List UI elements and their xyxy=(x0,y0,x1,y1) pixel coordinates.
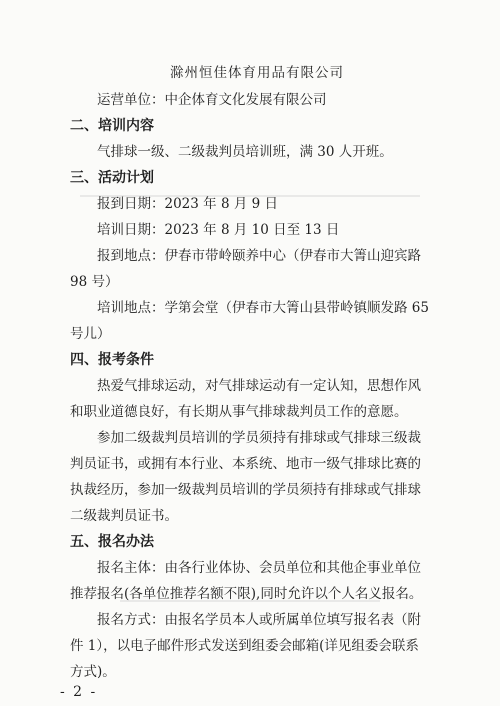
paragraph-line: 报名方式：由报名学员本人或所属单位填写报名表（附 xyxy=(97,612,421,628)
paragraph-line: 件 1），以电子邮件形式发送到组委会邮箱(详见组委会联系 xyxy=(70,638,419,654)
training-place-cont: 号儿） xyxy=(70,326,111,342)
paragraph-line: 参加二级裁判员培训的学员须持有排球或气排球三级裁 xyxy=(97,430,421,446)
company-name: 滁州恒佳体育用品有限公司 xyxy=(170,65,344,81)
section-heading-training: 二、培训内容 xyxy=(70,118,154,134)
registration-date: 报到日期：2023 年 8 月 9 日 xyxy=(97,196,278,212)
section-heading-application: 五、报名办法 xyxy=(70,534,154,550)
registration-place-cont: 98 号） xyxy=(70,274,119,290)
paragraph-line: 执裁经历，参加一级裁判员培训的学员须持有排球或气排球 xyxy=(70,482,421,498)
paragraph-line: 判员证书，或拥有本行业、本系统、地市一级气排球比赛的 xyxy=(70,456,421,472)
paragraph-line: 热爱气排球运动，对气排球运动有一定认知，思想作风 xyxy=(97,378,421,394)
registration-place: 报到地点：伊春市带岭颐养中心（伊春市大箐山迎宾路 xyxy=(97,248,421,264)
operator-line: 运营单位：中企体育文化发展有限公司 xyxy=(97,92,327,108)
paragraph-line: 报名主体：由各行业体协、会员单位和其他企事业单位 xyxy=(97,560,421,576)
page-number: - 2 - xyxy=(60,684,98,700)
paragraph-line: 气排球一级、二级裁判员培训班，满 30 人开班。 xyxy=(97,144,393,160)
section-heading-schedule: 三、活动计划 xyxy=(70,170,154,186)
training-place: 培训地点：学第会堂（伊春市大箐山县带岭镇顺发路 65 xyxy=(97,300,429,316)
training-date: 培训日期：2023 年 8 月 10 日至 13 日 xyxy=(97,222,340,238)
paragraph-line: 推荐报名(各单位推荐名额不限),同时允许以个人名义报名。 xyxy=(70,586,423,602)
paragraph-line: 和职业道德良好，有长期从事气排球裁判员工作的意愿。 xyxy=(70,404,408,420)
paragraph-line: 方式)。 xyxy=(70,664,116,680)
section-heading-requirements: 四、报考条件 xyxy=(70,352,154,368)
paragraph-line: 二级裁判员证书。 xyxy=(70,508,178,524)
